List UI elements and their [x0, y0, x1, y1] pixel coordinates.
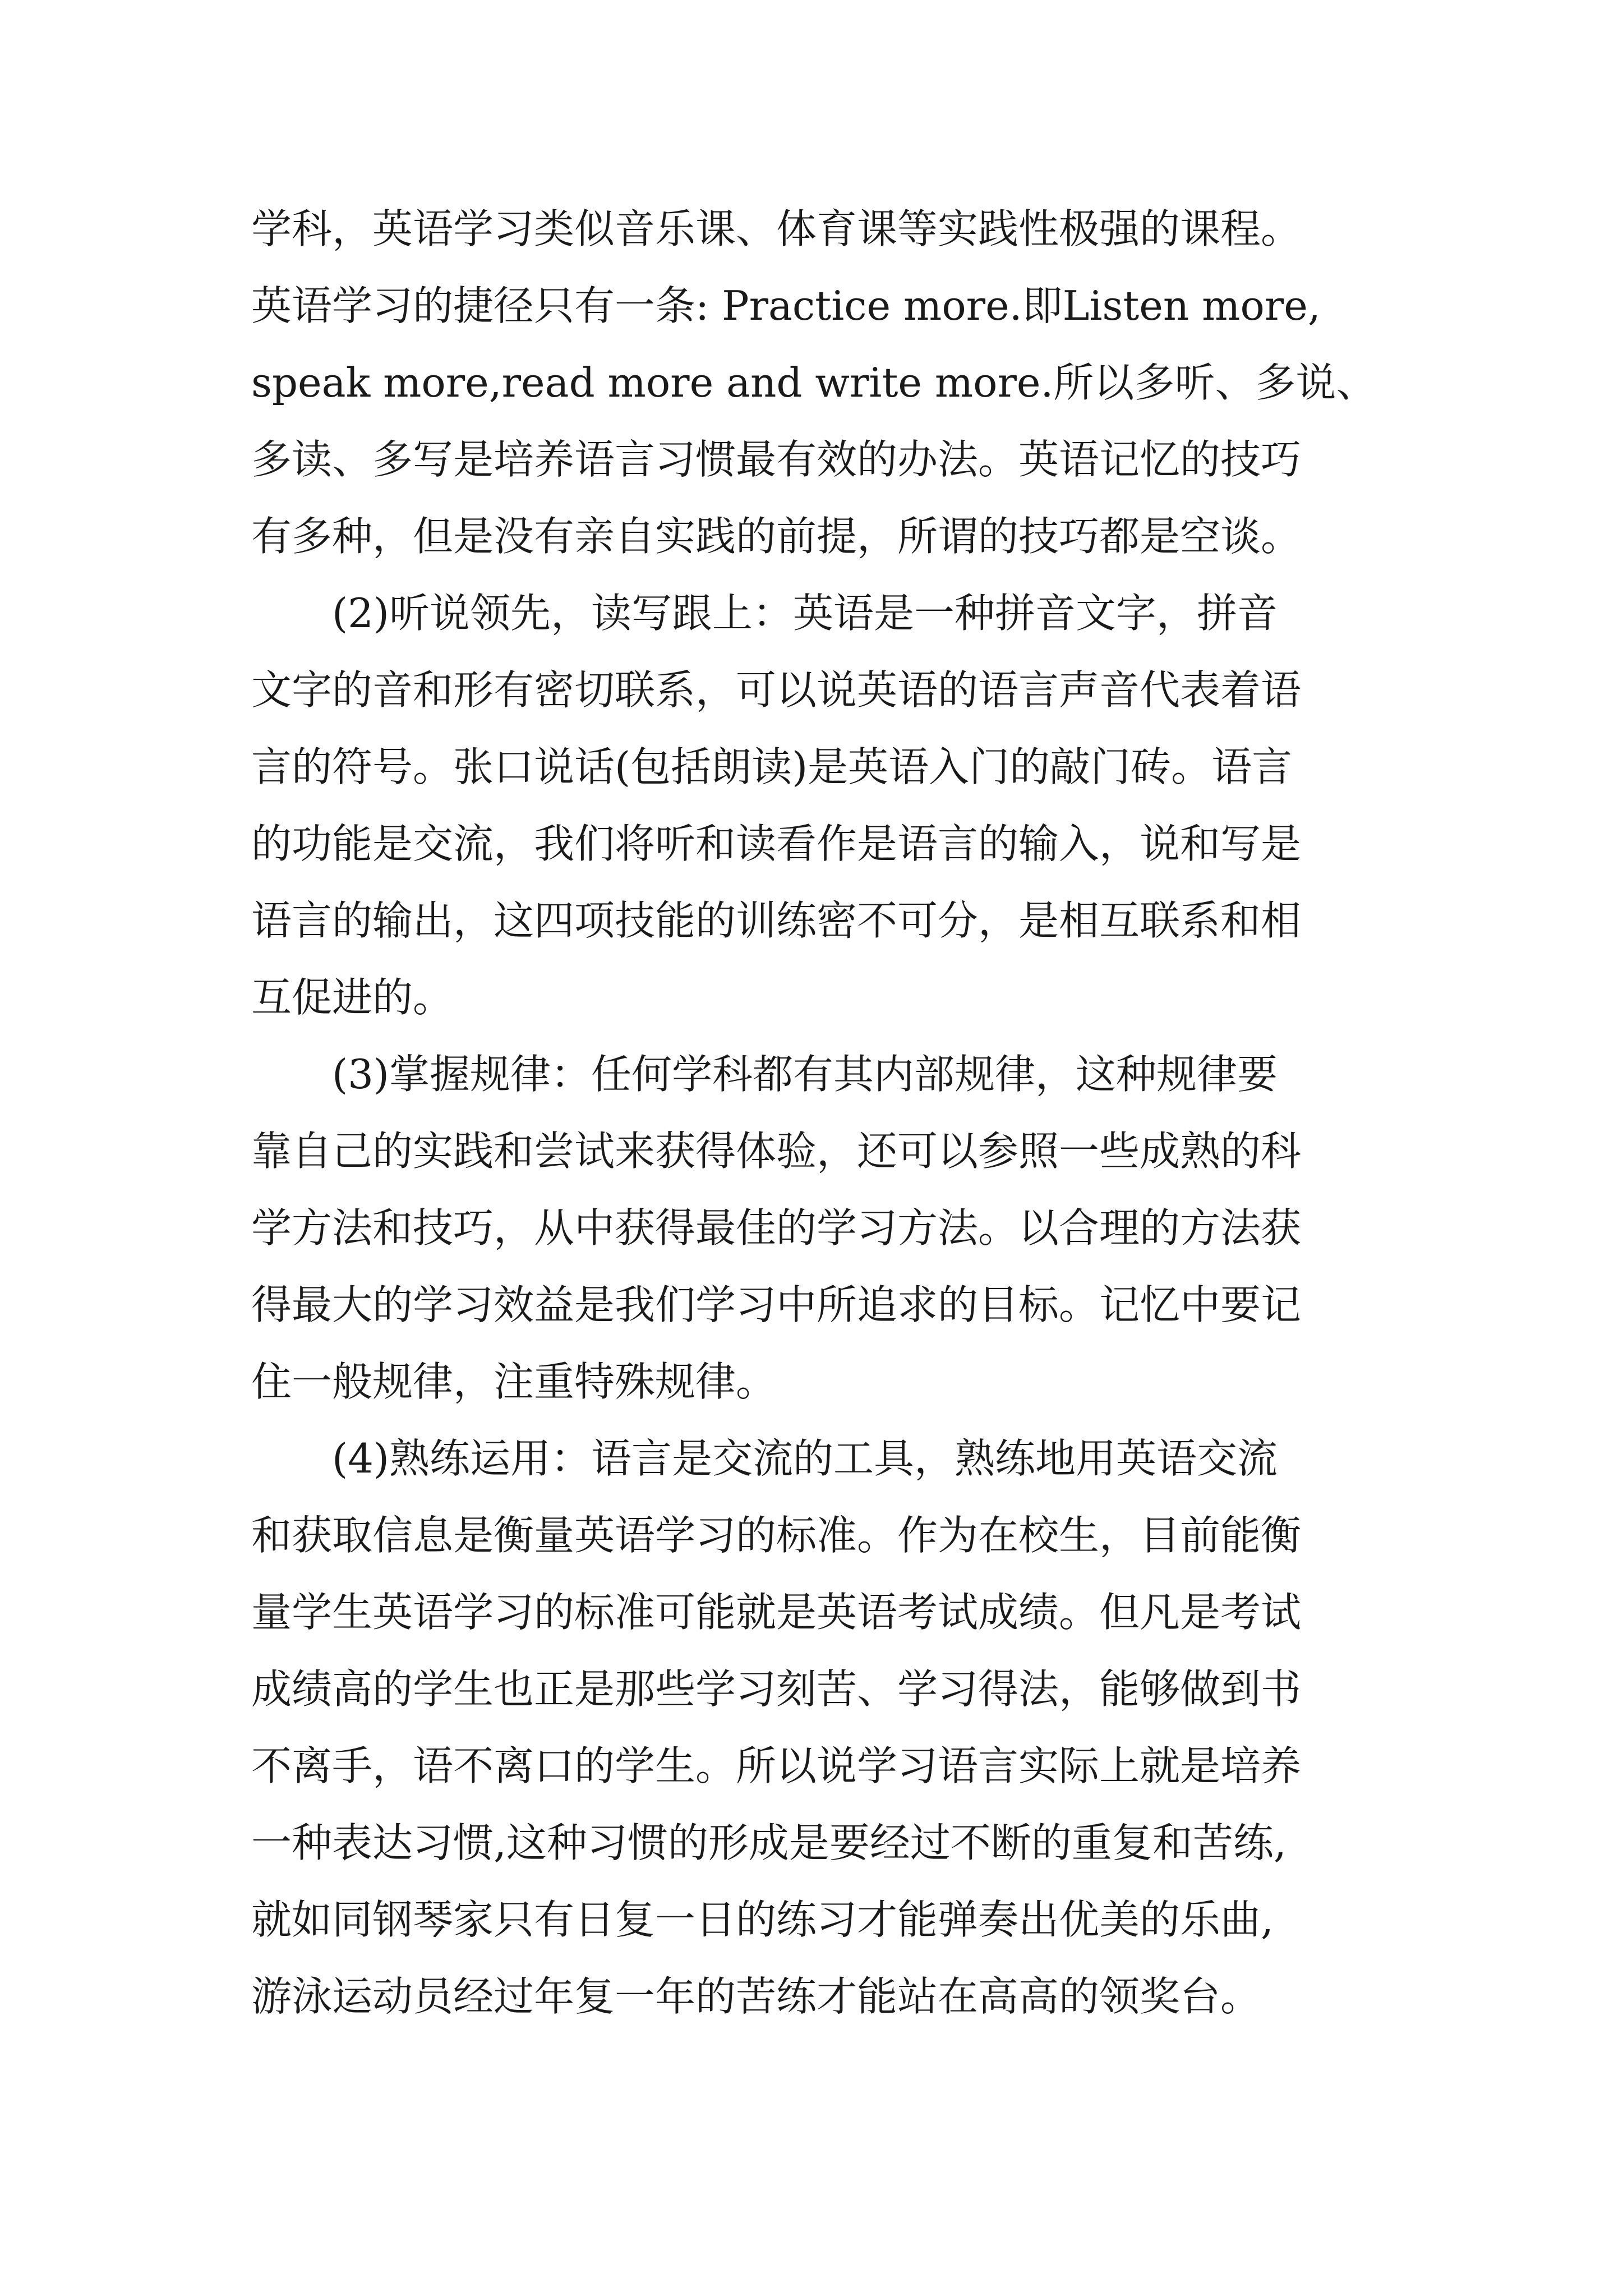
- text-line: 互促进的。: [251, 974, 454, 1021]
- text-line: 学方法和技巧，从中获得最佳的学习方法。以合理的方法获: [251, 1204, 1302, 1251]
- text-line: 成绩高的学生也正是那些学习刻苦、学习得法，能够做到书: [251, 1665, 1302, 1713]
- text-line: 游泳运动员经过年复一年的苦练才能站在高高的领奖台。: [251, 1973, 1261, 2020]
- text-line: 量学生英语学习的标准可能就是英语考试成绩。但凡是考试: [251, 1589, 1302, 1636]
- text-line: 的功能是交流，我们将听和读看作是语言的输入，说和写是: [251, 820, 1302, 867]
- text-line: speak more,read more and write more.所以多听、多说、: [251, 359, 1377, 406]
- text-line: 语言的输出，这四项技能的训练密不可分，是相互联系和相: [251, 897, 1302, 944]
- text-line: 和获取信息是衡量英语学习的标准。作为在校生，目前能衡: [251, 1512, 1302, 1559]
- text-line: 就如同钢琴家只有日复一日的练习才能弹奏出优美的乐曲,: [251, 1896, 1274, 1943]
- paragraph-4: [251, 1420, 1418, 2035]
- paragraph-2: [251, 575, 1418, 1036]
- text-line: (4)熟练运用：语言是交流的工具，熟练地用英语交流: [332, 1435, 1278, 1482]
- text-line: 一种表达习惯,这种习惯的形成是要经过不断的重复和苦练,: [251, 1819, 1287, 1866]
- body-text: [251, 191, 1418, 2035]
- text-line: (3)掌握规律：任何学科都有其内部规律，这种规律要: [332, 1051, 1278, 1098]
- text-line: (2)听说领先，读写跟上：英语是一种拼音文字，拼音: [332, 590, 1278, 637]
- text-line: 住一般规律，注重特殊规律。: [251, 1358, 777, 1405]
- paragraph-1: [251, 191, 1418, 575]
- paragraph-3: [251, 1036, 1418, 1420]
- text-line: 靠自己的实践和尝试来获得体验，还可以参照一些成熟的科: [251, 1128, 1302, 1175]
- text-line: 得最大的学习效益是我们学习中所追求的目标。记忆中要记: [251, 1281, 1302, 1328]
- text-line: 英语学习的捷径只有一条: Practice more.即Listen more,: [251, 282, 1321, 329]
- text-line: 学科，英语学习类似音乐课、体育课等实践性极强的课程。: [251, 205, 1302, 252]
- text-line: 言的符号。张口说话(包括朗读)是英语入门的敲门砖。语言: [251, 743, 1293, 790]
- text-line: 有多种，但是没有亲自实践的前提，所谓的技巧都是空谈。: [251, 513, 1302, 560]
- text-line: 不离手，语不离口的学生。所以说学习语言实际上就是培养: [251, 1742, 1302, 1789]
- text-line: 多读、多写是培养语言习惯最有效的办法。英语记忆的技巧: [251, 436, 1302, 483]
- text-line: 文字的音和形有密切联系，可以说英语的语言声音代表着语: [251, 666, 1302, 714]
